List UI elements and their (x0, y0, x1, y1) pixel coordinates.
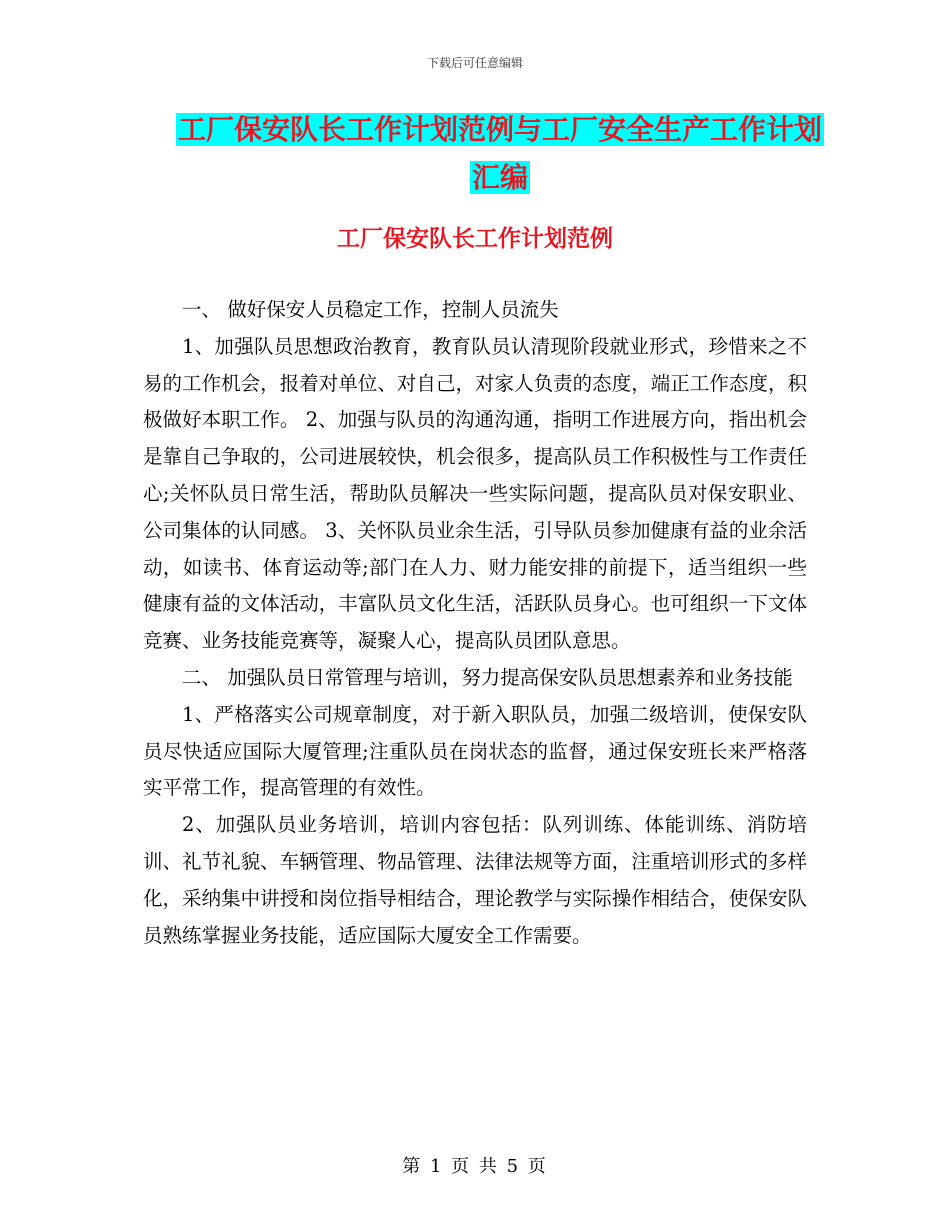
section-title: 工厂保安队长工作计划范例 (337, 226, 613, 252)
paragraph: 1、加强队员思想政治教育，教育队员认清现阶段就业形式，珍惜来之不易的工作机会，报着对单位、对自己，对家人负责的态度，端正工作态度，积极做好本职工作。 2、加强与队员的沟通沟通，指明工作进展方向，指出机会是靠自己争取的，公司进展较快，机会很多，提高队员工作积极性与工作责任心;关怀队员日常生活，帮助队员解决一些实际问题，提高队员对保安职业、公司集体的认同感。 3、关怀队员业余生活，引导队员参加健康有益的业余活动，如读书、体育运动等;部门在人力、财力能安排的前提下，适当组织一些健康有益的文体活动，丰富队员文化生活，活跃队员身心。也可组织一下文体竞赛、业务技能竞赛等，凝聚人心，提高队员团队意思。 (143, 334, 807, 653)
paragraph-heading-2: 二、 加强队员日常管理与培训，努力提高保安队员思想素养和业务技能 (182, 665, 793, 689)
paragraph-heading-1: 一、 做好保安人员稳定工作，控制人员流失 (182, 298, 559, 321)
header-note: 下载后可任意编辑 (426, 56, 523, 70)
paragraph: 2、加强队员业务培训，培训内容包括：队列训练、体能训练、消防培训、礼节礼貌、车辆管理、物品管理、法律法规等方面，注重培训形式的多样化，采纳集中讲授和岗位指导相结合，理论教学与实际操作相结合，使保安队员熟练掌握业务技能，适应国际大厦安全工作需要。 (143, 813, 807, 947)
document-title (150, 106, 850, 202)
page-number-footer: 第 1 页 共 5 页 (402, 1156, 548, 1177)
paragraph: 1、严格落实公司规章制度，对于新入职队员，加强二级培训，使保安队员尽快适应国际大厦管理;注重队员在岗状态的监督，通过保安班长来严格落实平常工作，提高管理的有效性。 (143, 702, 807, 800)
document-title-line2: 汇编 (471, 161, 528, 194)
document-title-line1: 工厂保安队长工作计划范例与工厂安全生产工作计划 (177, 113, 822, 146)
body-text (143, 292, 807, 954)
